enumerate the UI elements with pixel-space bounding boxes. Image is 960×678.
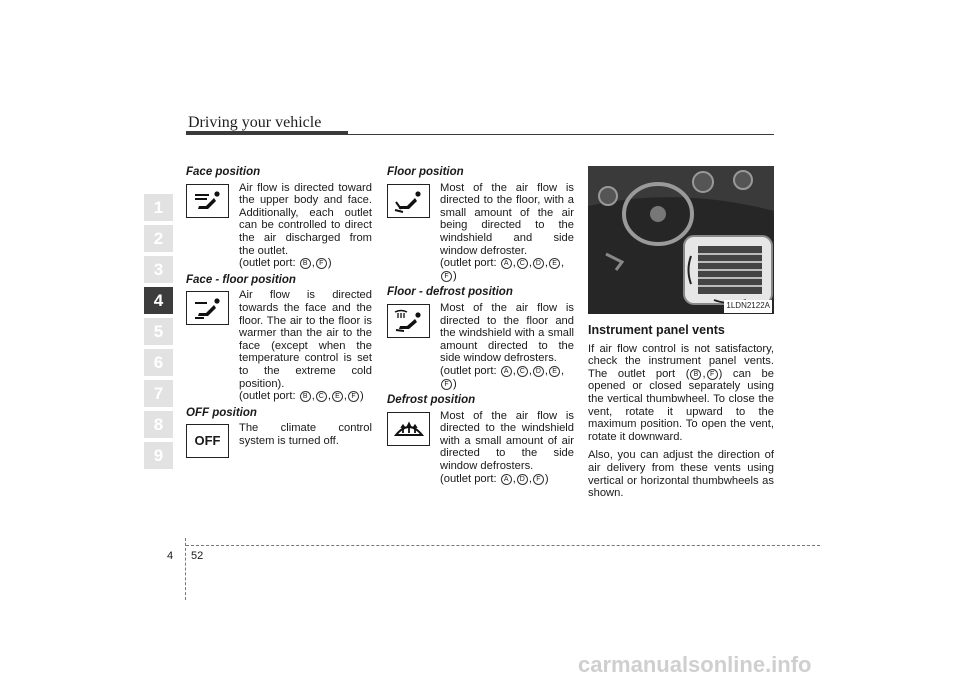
outlet-port-marker: A — [501, 258, 512, 269]
outlet-port-marker: F — [707, 369, 718, 380]
defrost-position-description: Most of the air flow is directed to the windshield with a small amount of air directed to the side window defrosters. (outlet port: A , D , F ) — [440, 409, 574, 485]
outlet-port-marker: D — [533, 366, 544, 377]
chapter-tab-6[interactable]: 6 — [144, 349, 173, 376]
outlet-port-marker: C — [517, 366, 528, 377]
instrument-panel-vent-photo — [588, 166, 774, 314]
chapter-tab-2[interactable]: 2 — [144, 225, 173, 252]
floor-defrost-mode-icon — [387, 304, 430, 338]
chapter-tab-5[interactable]: 5 — [144, 318, 173, 345]
outlet-port-marker: A — [501, 474, 512, 485]
face-position-heading: Face position — [186, 166, 261, 178]
outlet-port-marker: B — [690, 369, 701, 380]
floor-defrost-position-heading: Floor - defrost position — [387, 286, 513, 299]
face-position-description: Air flow is directed toward the upper body and face. Additionally, each outlet can be controlled to direct the air discharged from the outlet. (outlet port: B , F ) — [239, 181, 372, 270]
outlet-port-line: (outlet port: B , F ) — [239, 257, 332, 270]
outlet-port-marker: E — [332, 391, 343, 402]
column-2 — [387, 166, 574, 489]
face-floor-position-description: Air flow is directed towards the face and the floor. The air to the floor is warmer than the air to the face (except when the temperature control is set to the extreme cold position). (outlet port: B , C , E , F ) — [239, 289, 372, 403]
footer-divider — [185, 538, 186, 600]
floor-defrost-position-entry — [387, 302, 574, 390]
off-position-description: The climate control system is turned off. — [239, 422, 372, 447]
vents-paragraph-1: If air flow control is not satisfactory, check the instrument panel vents. The outlet port ( B , F ) can be opened or closed separately using the vertical thumbwheel. To close the vent, rotate it upward to the maximum position. To open the vent, rotate it downward. — [588, 342, 774, 443]
outlet-port-marker: F — [348, 391, 359, 402]
off-mode-icon: OFF — [186, 424, 229, 458]
face-floor-position-entry — [186, 289, 372, 402]
outlet-port-marker: A — [501, 366, 512, 377]
outlet-port-marker: F — [441, 379, 452, 390]
chapter-tab-3[interactable]: 3 — [144, 256, 173, 283]
chapter-tab-8[interactable]: 8 — [144, 411, 173, 438]
face-mode-icon — [186, 184, 229, 218]
running-header: Driving your vehicle — [188, 114, 322, 131]
floor-position-heading: Floor position — [387, 166, 464, 178]
outlet-port-marker: B — [300, 391, 311, 402]
defrost-position-heading: Defrost position — [387, 394, 476, 407]
outlet-port-marker: E — [549, 258, 560, 269]
watermark: carmanualsonline.info — [578, 652, 812, 677]
off-position-heading: OFF position — [186, 406, 257, 419]
header-rule — [186, 134, 774, 135]
vents-paragraph-2: Also, you can adjust the direction of air delivery from these vents using vertical or horizontal thumbwheels as shown. — [588, 449, 774, 500]
footer-chapter-number: 4 — [167, 550, 174, 562]
outlet-port-marker: B — [300, 258, 311, 269]
image-code-label: 1LDN2122A — [724, 300, 772, 313]
outlet-port-marker: F — [316, 258, 327, 269]
outlet-port-marker: F — [441, 271, 452, 282]
instrument-panel-vents-title: Instrument panel vents — [588, 323, 725, 337]
face-position-entry — [186, 182, 372, 270]
floor-defrost-position-description: Most of the air flow is directed to the floor and the windshield with a small amount directed to the side window defrosters. (outlet port: A , C , D , E ,F ) — [440, 301, 574, 390]
chapter-tab-4[interactable]: 4 — [144, 287, 173, 314]
floor-position-entry — [387, 182, 574, 283]
instrument-panel-vents-body — [588, 343, 774, 500]
outlet-port-line: (outlet port: A , D , F ) — [440, 472, 549, 485]
defrost-position-entry — [387, 410, 574, 486]
outlet-port-marker: D — [517, 474, 528, 485]
footer-rule — [186, 545, 820, 546]
outlet-port-marker: C — [517, 258, 528, 269]
column-1 — [186, 166, 372, 480]
outlet-port-marker: D — [533, 258, 544, 269]
outlet-port-marker: E — [549, 366, 560, 377]
outlet-port-marker: C — [316, 391, 327, 402]
chapter-tab-9[interactable]: 9 — [144, 442, 173, 469]
off-position-entry — [186, 422, 372, 476]
chapter-tab-1[interactable]: 1 — [144, 194, 173, 221]
floor-position-description: Most of the air flow is directed to the floor, with a small amount of the air being directed to the windshield and side window defroster. (outlet port: A , C , D , E ,F ) — [440, 181, 574, 282]
outlet-port-line: (outlet port: A , C , D , E ,F ) — [440, 364, 565, 390]
outlet-port-line: (outlet port: B , C , E , F ) — [239, 390, 364, 403]
column-3 — [588, 166, 774, 506]
page-number: 52 — [191, 550, 204, 562]
chapter-tabs — [144, 194, 173, 473]
face-floor-mode-icon — [186, 291, 229, 325]
outlet-port-marker: F — [533, 474, 544, 485]
chapter-tab-7[interactable]: 7 — [144, 380, 173, 407]
windshield-defrost-icon — [387, 412, 430, 446]
outlet-port-line: (outlet port: A , C , D , E ,F ) — [440, 257, 565, 282]
floor-mode-icon — [387, 184, 430, 218]
face-floor-position-heading: Face - floor position — [186, 273, 296, 286]
